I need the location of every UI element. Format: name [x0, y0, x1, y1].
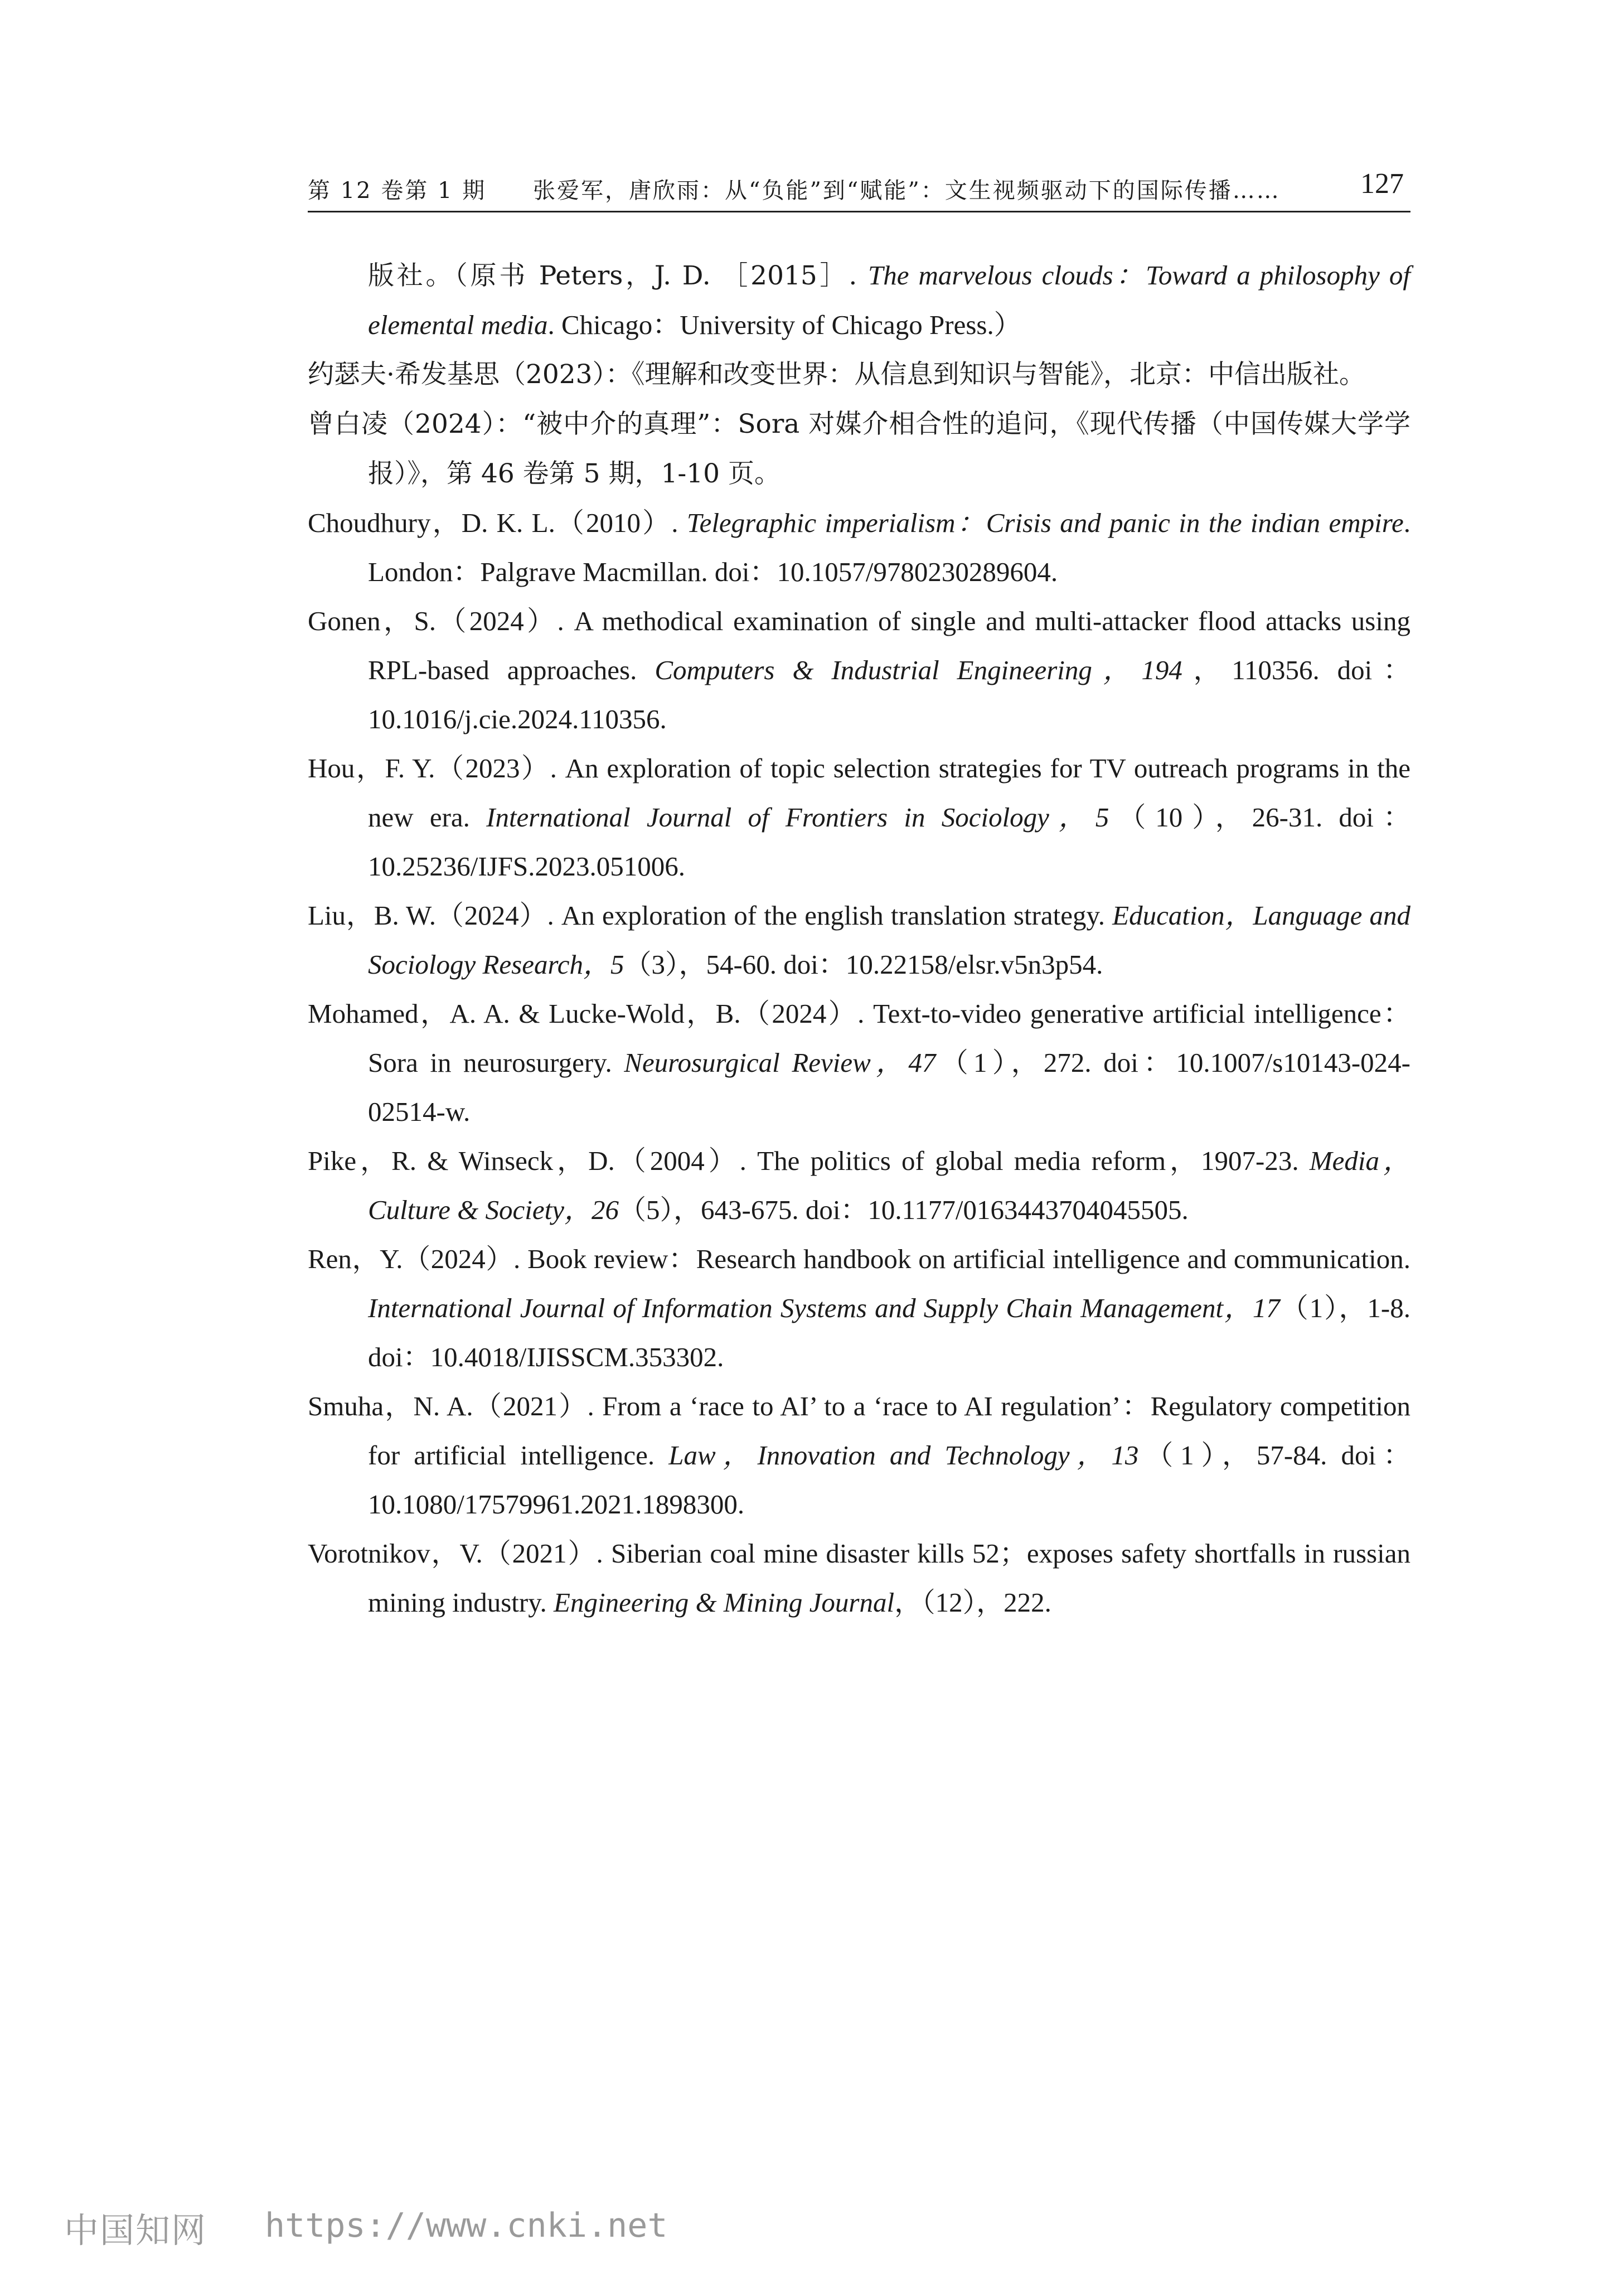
running-title: 张爱军，唐欣雨：从“负能”到“赋能”：文生视频驱动下的国际传播…… [533, 178, 1281, 204]
cnki-watermark [64, 2203, 668, 2252]
cnki-url: https://www.cnki.net [265, 2206, 668, 2245]
reference-entry: Vorotnikov，V.（2021）. Siberian coal mine disaster kills 52；exposes safety shortfalls in russian mining industry. Engineering & Mining Journal，（12），222. [308, 1538, 1410, 1618]
reference-entry: Hou，F. Y.（2023）. An exploration of topic selection strategies for TV outreach programs in the new era. International Journal of Frontiers in Sociology，5（10），26-31. doi：10.25236/IJFS.2023.051006. [308, 753, 1410, 882]
reference-entry: 版社。（原书 Peters，J. D. ［2015］. The marvelous clouds：Toward a philosophy of elemental media. Chicago：University of Chicago Press.） [368, 260, 1410, 340]
reference-entry: Pike，R. & Winseck，D.（2004）. The politics of global media reform，1907-23. Media，Culture & Society，26（5），643-675. doi：10.1177/0163443704045505. [308, 1145, 1411, 1225]
reference-entry: 曾白凌（2024）：“被中介的真理”：Sora 对媒介相合性的追问，《现代传播（中国传媒大学学报）》，第 46 卷第 5 期，1-10 页。 [308, 409, 1410, 489]
cnki-logo: 中国知网 [64, 2210, 207, 2251]
reference-entry: 约瑟夫·希发基思（2023）：《理解和改变世界：从信息到知识与智能》，北京：中信出版社。 [308, 359, 1366, 390]
journal-volume: 第 12 卷第 1 期 [308, 178, 487, 204]
reference-list [308, 251, 1410, 1627]
reference-entry: Mohamed，A. A. & Lucke-Wold，B.（2024）. Text-to-video generative artificial intelligence：Sora in neurosurgery. Neurosurgical Review，47（1），272. doi：10.1007/s10143-024-02514-w. [308, 998, 1410, 1127]
reference-entry: Ren，Y.（2024）. Book review：Research handbook on artificial intelligence and communication. International Journal of Information Systems and Supply Chain Management，17（1），1-8. doi：10.4018/IJISSCM.353302. [308, 1244, 1410, 1372]
running-header [308, 166, 1410, 212]
reference-entry: Liu，B. W.（2024）. An exploration of the english translation strategy. Education，Language and Sociology Research，5（3），54-60. doi：10.22158/elsr.v5n3p54. [308, 900, 1410, 980]
reference-entry: Gonen，S.（2024）. A methodical examination of single and multi-attacker flood attacks using RPL-based approaches. Computers & Industrial Engineering，194，110356. doi：10.1016/j.cie.2024.110356. [308, 606, 1410, 734]
reference-entry: Smuha，N. A.（2021）. From a ‘race to AI’ to a ‘race to AI regulation’：Regulatory competition for artificial intelligence. Law，Innovation and Technology，13（1），57-84. doi：10.1080/17579961.2021.1898300. [308, 1391, 1411, 1520]
reference-entry: Choudhury，D. K. L.（2010）. Telegraphic imperialism：Crisis and panic in the indian empire. London：Palgrave Macmillan. doi：10.1057/9780230289604. [308, 507, 1410, 587]
page-number: 127 [1360, 168, 1404, 200]
